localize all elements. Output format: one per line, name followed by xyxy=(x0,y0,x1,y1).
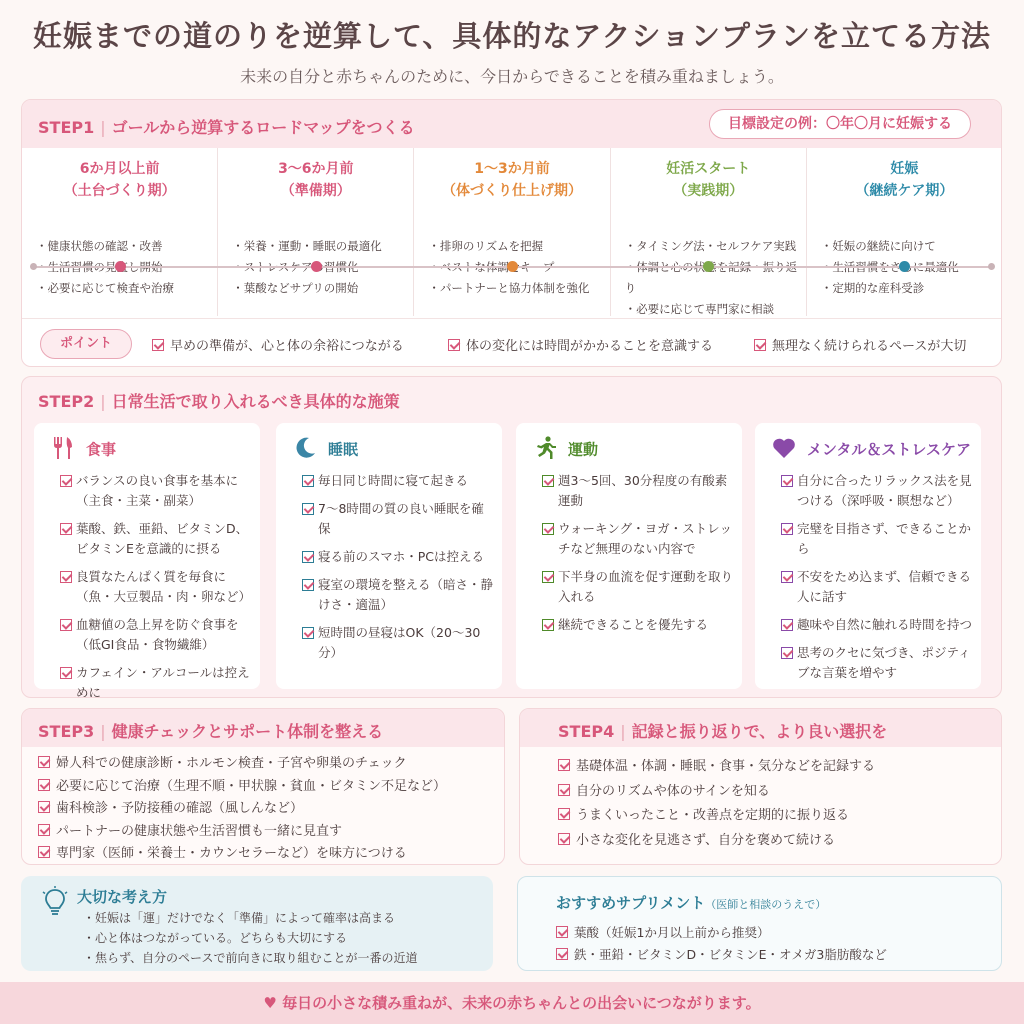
timeline-dot xyxy=(507,261,518,272)
list-item: 必要に応じて治療（生理不順・甲状腺・貧血・ビタミン不足など） xyxy=(38,776,446,799)
supplement-list xyxy=(556,922,887,966)
check-icon xyxy=(781,475,793,487)
card-list xyxy=(781,471,973,691)
page-subtitle: 未来の自分と赤ちゃんのために、今日からできることを積み重ねましょう。 xyxy=(240,67,784,86)
step1-header xyxy=(22,100,1001,148)
point-item: 早めの準備が、心と体の余裕につながる xyxy=(152,335,404,354)
idea-list xyxy=(83,908,417,968)
list-item: バランスの良い食事を基本に（主食・主菜・副菜） xyxy=(60,471,252,511)
list-item: 思考のクセに気づき、ポジティブな言葉を増やす xyxy=(781,643,973,683)
phase-items xyxy=(625,236,806,320)
card-title: 食事 xyxy=(50,435,116,465)
supplement-title: おすすめサプリメント（医師と相談のうえで） xyxy=(556,894,827,912)
check-icon xyxy=(60,571,72,583)
list-item: 葉酸（妊娠1か月以上前から推奨） xyxy=(556,922,887,944)
check-icon xyxy=(60,475,72,487)
list-item: ・ 葉酸などサプリの開始 xyxy=(232,278,382,299)
point-item: 体の変化には時間がかかることを意識する xyxy=(448,335,713,354)
phase-name: 妊娠 （継続ケア期） xyxy=(855,161,954,199)
list-item: ・ タイミング法・セルフケア実践 xyxy=(625,236,806,257)
card-list xyxy=(302,471,494,671)
list-item: 下半身の血流を促す運動を取り入れる xyxy=(542,567,734,607)
list-item: 寝室の環境を整える（暗さ・静けさ・適温） xyxy=(302,575,494,615)
roadmap-phase xyxy=(807,148,1002,316)
list-item: ・ 定期的な産科受診 xyxy=(821,278,959,299)
check-icon xyxy=(152,339,164,351)
list-item: ・ 焦らず、自分のペースで前向きに取り組むことが一番の近道 xyxy=(83,948,417,968)
points-row xyxy=(22,318,1002,367)
goal-example-badge: 目標設定の例：〇年〇月に妊娠する xyxy=(709,109,971,139)
check-icon xyxy=(302,551,314,563)
check-icon xyxy=(38,756,50,768)
roadmap-phase xyxy=(611,148,807,316)
check-icon xyxy=(754,339,766,351)
list-item: ・ 健康状態の確認・改善 xyxy=(36,236,174,257)
step2-panel xyxy=(21,376,1002,698)
list-item: 短時間の昼寝はOK（20〜30分） xyxy=(302,623,494,663)
heart-icon: ♥ xyxy=(263,994,277,1012)
supplement-box xyxy=(517,876,1002,971)
step4-list xyxy=(558,755,875,853)
step4-heading: STEP4 | 記録と振り返りで、より良い選択を xyxy=(558,722,888,741)
check-icon xyxy=(781,647,793,659)
measure-card xyxy=(34,423,260,698)
check-icon xyxy=(302,627,314,639)
phase-name: 6か月以上前 （土台づくり期） xyxy=(63,161,176,199)
list-item: 毎日同じ時間に寝て起きる xyxy=(302,471,494,491)
check-icon xyxy=(38,846,50,858)
step3-list xyxy=(38,753,446,865)
card-title: 運動 xyxy=(532,435,598,465)
check-icon xyxy=(60,523,72,535)
card-list xyxy=(60,471,252,698)
timeline-end-dot xyxy=(988,263,995,270)
check-icon xyxy=(448,339,460,351)
list-item: 基礎体温・体調・睡眠・食事・気分などを記録する xyxy=(558,755,875,780)
check-icon xyxy=(558,759,570,771)
roadmap-phases xyxy=(22,148,1002,316)
list-item: ・ 妊娠の継続に向けて xyxy=(821,236,959,257)
list-item: うまくいったこと・改善点を定期的に振り返る xyxy=(558,804,875,829)
lightbulb-icon xyxy=(41,886,69,918)
page-title: 妊娠までの道のりを逆算して、具体的なアクションプランを立てる方法 xyxy=(33,19,991,53)
check-icon xyxy=(556,948,568,960)
measure-card xyxy=(516,423,742,689)
list-item: 血糖値の急上昇を防ぐ食事を（低GI食品・食物繊維） xyxy=(60,615,252,655)
timeline-end-dot xyxy=(30,263,37,270)
check-icon xyxy=(302,579,314,591)
card-title: メンタル＆ストレスケア xyxy=(771,435,971,465)
list-item: カフェイン・アルコールは控えめに xyxy=(60,663,252,698)
heart-icon xyxy=(771,435,797,465)
step3-panel xyxy=(21,708,505,865)
check-icon xyxy=(556,926,568,938)
list-item: ・ 栄養・運動・睡眠の最適化 xyxy=(232,236,382,257)
check-icon xyxy=(542,475,554,487)
list-item: 寝る前のスマホ・PCは控える xyxy=(302,547,494,567)
list-item: パートナーの健康状態や生活習慣も一緒に見直す xyxy=(38,821,446,844)
timeline-dot xyxy=(115,261,126,272)
step1-panel xyxy=(21,99,1002,367)
footer-message: 毎日の小さな積み重ねが、未来の赤ちゃんとの出会いにつながります。 xyxy=(282,994,761,1012)
check-icon xyxy=(781,523,793,535)
step2-heading: STEP2 | 日常生活で取り入れるべき具体的な施策 xyxy=(38,392,400,411)
timeline-dot xyxy=(311,261,322,272)
phase-name: 妊活スタート （実践期） xyxy=(666,161,751,199)
list-item: 自分のリズムや体のサインを知る xyxy=(558,780,875,805)
check-icon xyxy=(558,833,570,845)
idea-box xyxy=(21,876,493,971)
check-icon xyxy=(302,475,314,487)
list-item: 7〜8時間の質の良い睡眠を確保 xyxy=(302,499,494,539)
measure-card xyxy=(755,423,981,689)
list-item: 完璧を目指さず、できることから xyxy=(781,519,973,559)
phase-name: 3〜6か月前 （準備期） xyxy=(278,161,354,199)
check-icon xyxy=(542,523,554,535)
moon-icon xyxy=(292,435,318,465)
step3-heading: STEP3 | 健康チェックとサポート体制を整える xyxy=(38,722,384,741)
check-icon xyxy=(558,808,570,820)
check-icon xyxy=(60,619,72,631)
check-icon xyxy=(781,619,793,631)
check-icon xyxy=(38,801,50,813)
list-item: 葉酸、鉄、亜鉛、ビタミンD、ビタミンEを意識的に摂る xyxy=(60,519,252,559)
list-item: 小さな変化を見逃さず、自分を褒めて続ける xyxy=(558,829,875,854)
step4-header xyxy=(520,709,1001,747)
list-item: 鉄・亜鉛・ビタミンD・ビタミンE・オメガ3脂肪酸など xyxy=(556,944,887,966)
list-item: ・ り xyxy=(625,257,806,299)
list-item: ・ 心と体はつながっている。どちらも大切にする xyxy=(83,928,417,948)
check-icon xyxy=(38,824,50,836)
check-icon xyxy=(542,619,554,631)
footer-banner xyxy=(0,982,1024,1024)
utensils-icon xyxy=(50,435,76,465)
list-item: 週3〜5回、30分程度の有酸素運動 xyxy=(542,471,734,511)
step4-panel xyxy=(519,708,1002,865)
measure-card xyxy=(276,423,502,689)
check-icon xyxy=(781,571,793,583)
list-item: 専門家（医師・栄養士・カウンセラーなど）を味方につける xyxy=(38,843,446,865)
roadmap-phase xyxy=(218,148,414,316)
list-item: ・ 排卵のリズムを把握 xyxy=(428,236,589,257)
list-item: ・ パートナーと協力体制を強化 xyxy=(428,278,589,299)
list-item: 婦人科での健康診断・ホルモン検査・子宮や卵巣のチェック xyxy=(38,753,446,776)
list-item: ウォーキング・ヨガ・ストレッチなど無理のない内容で xyxy=(542,519,734,559)
phase-name: 1〜3か月前 （体づくり仕上げ期） xyxy=(442,161,582,199)
list-item: 趣味や自然に触れる時間を持つ xyxy=(781,615,973,635)
idea-title: 大切な考え方 xyxy=(77,888,168,906)
roadmap-phase xyxy=(22,148,218,316)
list-item: 不安をため込まず、信頼できる人に話す xyxy=(781,567,973,607)
running-icon xyxy=(532,435,558,465)
card-title: 睡眠 xyxy=(292,435,358,465)
roadmap-phase xyxy=(414,148,610,316)
list-item: 継続できることを優先する xyxy=(542,615,734,635)
list-item: 自分に合ったリラックス法を見つける（深呼吸・瞑想など） xyxy=(781,471,973,511)
list-item: 良質なたんぱく質を毎食に（魚・大豆製品・肉・卵など） xyxy=(60,567,252,607)
list-item: ・ 必要に応じて検査や治療 xyxy=(36,278,174,299)
step1-heading: STEP1 | ゴールから逆算するロードマップをつくる xyxy=(38,118,415,137)
list-item: ・ 妊娠は「運」だけでなく「準備」によって確率は高まる xyxy=(83,908,417,928)
check-icon xyxy=(38,779,50,791)
check-icon xyxy=(302,503,314,515)
point-label: ポイント xyxy=(40,329,132,359)
check-icon xyxy=(558,784,570,796)
check-icon xyxy=(60,667,72,679)
card-list xyxy=(542,471,734,643)
step3-header xyxy=(22,709,504,747)
list-item: 歯科検診・予防接種の確認（風しんなど） xyxy=(38,798,446,821)
list-item: ・ 必要に応じて専門家に相談 xyxy=(625,299,806,320)
check-icon xyxy=(542,571,554,583)
point-item: 無理なく続けられるペースが大切 xyxy=(754,335,966,354)
